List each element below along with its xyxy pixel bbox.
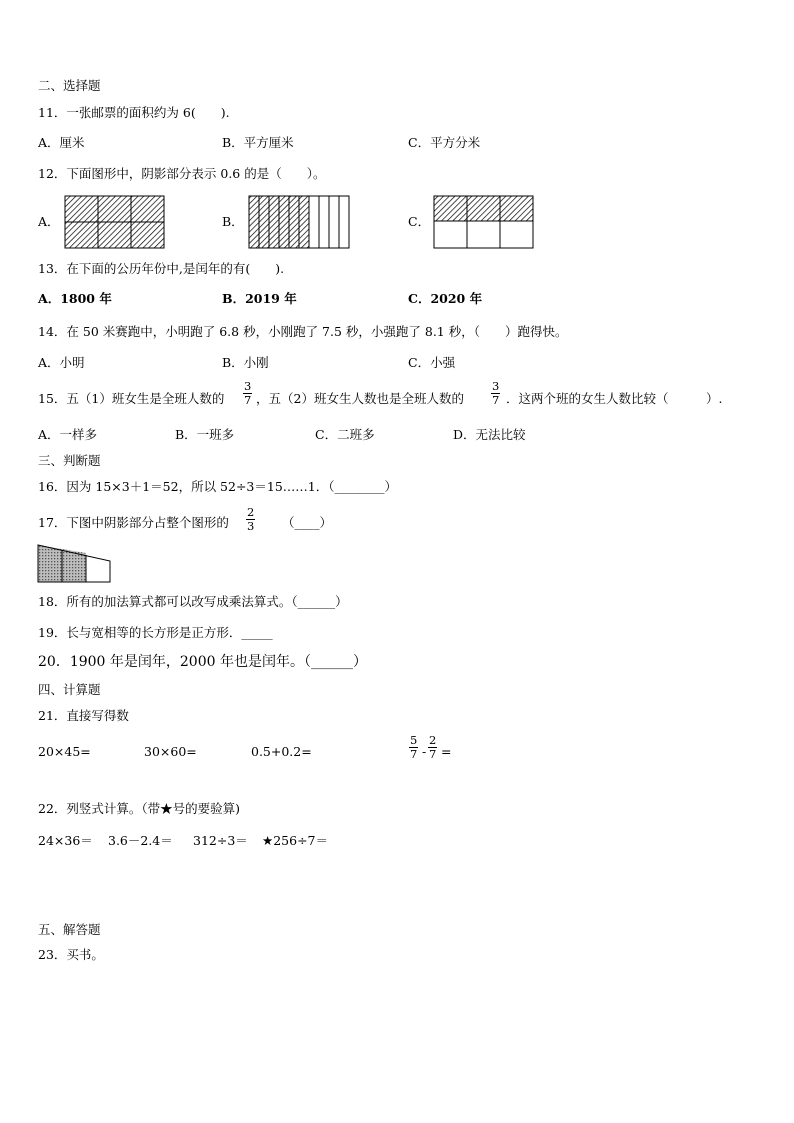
q12-figure-c [434, 196, 533, 248]
q12-option-b: B． [222, 214, 244, 229]
q12-figure-a [65, 196, 164, 248]
q13-option-a: A．1800 年 [38, 291, 112, 306]
question-16-stem: 16．因为 15×3＋1＝52，所以 52÷3＝15……1．（________） [38, 479, 397, 494]
q17-fraction [246, 506, 255, 533]
q22-expression-1: 24×36＝ [38, 833, 93, 848]
q17-figure [38, 545, 110, 582]
q21-expression-1: 20×45= [38, 744, 91, 759]
question-15-part1: 15．五（1）班女生是全班人数的 [38, 391, 225, 406]
q21-fraction-1-numerator: 5 [410, 733, 418, 747]
question-13-stem: 13．在下面的公历年份中,是闰年的有( ). [38, 261, 285, 276]
q12-option-a: A． [38, 214, 60, 229]
q13-option-c: C．2020 年 [408, 291, 483, 306]
q15-option-a: A．一样多 [38, 427, 98, 442]
question-17-stem: 17．下图中阴影部分占整个图形的 [38, 515, 229, 530]
q11-option-c: C．平方分米 [408, 135, 481, 150]
q21-fraction-1 [409, 734, 418, 761]
question-14-stem: 14．在 50 米赛跑中，小明跑了 6.8 秒，小刚跑了 7.5 秒，小强跑了 8.1 秒，（ ）跑得快。 [38, 324, 568, 339]
q15-fraction-1 [243, 380, 252, 407]
q21-expression-2: 30×60= [144, 744, 197, 759]
q17-fraction-denominator: 3 [247, 519, 255, 533]
question-15-part2: ，五（2）班女生人数也是全班人数的 [256, 391, 464, 406]
question-18-stem: 18．所有的加法算式都可以改写成乘法算式。（______） [38, 594, 348, 609]
q11-option-b: B．平方厘米 [222, 135, 294, 150]
q22-expression-3: 312÷3＝ [193, 833, 248, 848]
section-heading-choice: 二、选择题 [38, 78, 101, 93]
question-20-stem: 20．1900 年是闰年，2000 年也是闰年。（______） [38, 654, 367, 670]
q17-answer-blank: （____） [282, 515, 333, 530]
q22-expression-4: ★256÷7＝ [262, 833, 328, 848]
q11-option-a: A．厘米 [38, 135, 85, 150]
question-11-stem: 11．一张邮票的面积约为 6( ). [38, 105, 230, 120]
q21-fraction-2-denominator: 7 [429, 747, 437, 761]
q13-option-b: B．2019 年 [222, 291, 297, 306]
section-heading-judge: 三、判断题 [38, 453, 101, 468]
q17-fraction-numerator: 2 [247, 505, 255, 519]
q12-figure-b [249, 196, 349, 248]
q15-fraction-2-denominator: 7 [492, 393, 500, 407]
q21-fraction-2 [428, 734, 437, 761]
q22-expression-2: 3.6－2.4＝ [108, 833, 173, 848]
question-19-stem: 19．长与宽相等的长方形是正方形．_____ [38, 625, 273, 640]
q15-option-d: D．无法比较 [453, 427, 526, 442]
question-15-part3: ．这两个班的女生人数比较（ ）. [506, 391, 723, 406]
q15-fraction-1-numerator: 3 [244, 379, 252, 393]
q15-fraction-1-denominator: 7 [244, 393, 252, 407]
q15-fraction-2 [491, 380, 500, 407]
question-22-stem: 22．列竖式计算。（带★号的要验算) [38, 801, 241, 816]
q21-equals-sign: = [441, 744, 452, 759]
section-heading-calc: 四、计算题 [38, 682, 101, 697]
question-21-stem: 21．直接写得数 [38, 708, 129, 723]
q21-fraction-1-denominator: 7 [410, 747, 418, 761]
q21-expression-3: 0.5+0.2= [251, 744, 312, 759]
q12-option-c: C． [408, 214, 431, 229]
question-23-stem: 23．买书。 [38, 947, 104, 962]
q14-option-a: A．小明 [38, 355, 85, 370]
q15-option-c: C．二班多 [315, 427, 375, 442]
q14-option-b: B．小刚 [222, 355, 269, 370]
q21-minus-sign: - [422, 744, 427, 759]
q15-option-b: B．一班多 [175, 427, 235, 442]
section-heading-solve: 五、解答题 [38, 922, 101, 937]
q15-fraction-2-numerator: 3 [492, 379, 500, 393]
question-12-stem: 12．下面图形中，阴影部分表示 0.6 的是（ ）。 [38, 166, 326, 181]
q14-option-c: C．小强 [408, 355, 456, 370]
q21-fraction-2-numerator: 2 [429, 733, 437, 747]
